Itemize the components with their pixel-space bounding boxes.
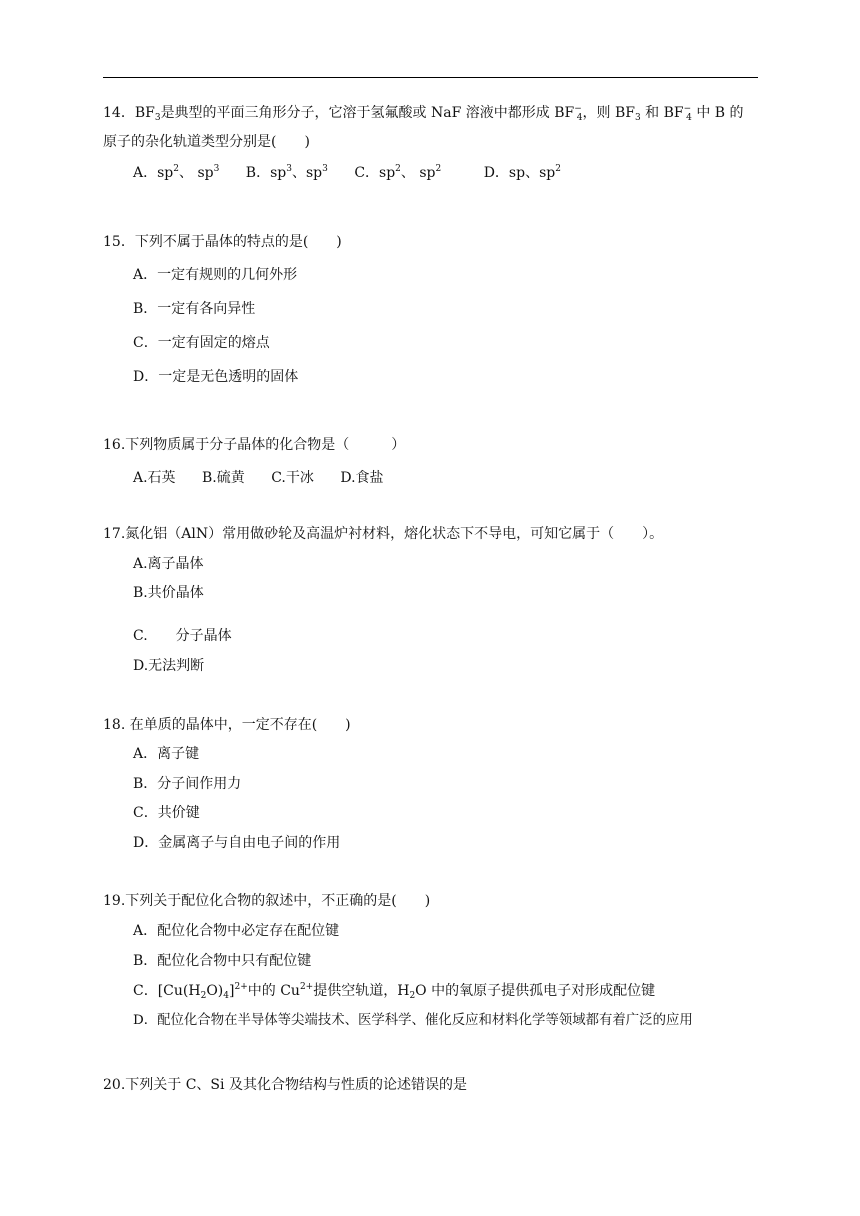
option-c: C.干冰 bbox=[271, 470, 314, 486]
question-15-option-a: A．一定有规则的几何外形 bbox=[133, 267, 298, 283]
option-d: D．sp、$sp^2$ bbox=[483, 164, 561, 181]
option-b: B.硫黄 bbox=[202, 470, 245, 486]
question-17-option-a: A.离子晶体 bbox=[133, 556, 204, 572]
question-14-stem-line2: 原子的杂化轨道类型分别是( ) bbox=[103, 134, 310, 150]
question-15-option-c: C．一定有固定的熔点 bbox=[133, 335, 270, 351]
question-14-options bbox=[133, 163, 561, 183]
question-18-stem: 18. 在单质的晶体中，一定不存在( ) bbox=[103, 717, 351, 733]
question-17-option-c: C. 分子晶体 bbox=[133, 628, 232, 644]
option-c: C．$sp^2$、 $sp^2$ bbox=[354, 164, 442, 181]
question-14-stem: 14．$BF_3$是典型的平面三角形分子，它溶于氢氟酸或 NaF 溶液中都形成 $BF^-_4$，则 $BF_3$ 和 $BF^-_4$ 中 B 的 bbox=[103, 104, 744, 123]
question-15-option-d: D．一定是无色透明的固体 bbox=[133, 369, 299, 385]
question-17-option-d: D.无法判断 bbox=[133, 658, 205, 674]
question-19-option-d: D．配位化合物在半导体等尖端技术、医学科学、催化反应和材料化学等领域都有着广泛的应用 bbox=[133, 1013, 693, 1028]
question-17-option-b: B.共价晶体 bbox=[133, 585, 204, 601]
question-18-option-b: B．分子间作用力 bbox=[133, 776, 242, 792]
question-19-option-a: A．配位化合物中必定存在配位键 bbox=[133, 923, 340, 939]
question-19-option-b: B．配位化合物中只有配位键 bbox=[133, 953, 312, 969]
question-20-stem: 20.下列关于 C、Si 及其化合物结构与性质的论述错误的是 bbox=[103, 1077, 467, 1093]
option-d: D.食盐 bbox=[340, 470, 384, 486]
question-19-option-c: C．$[Cu(H_2O)_4]^{2+}$中的 $Cu^{2+}$提供空轨道，$H_2O$ 中的氧原子提供孤电子对形成配位键 bbox=[133, 982, 656, 1001]
question-18-option-d: D．金属离子与自由电子间的作用 bbox=[133, 835, 341, 851]
option-a: A．$sp^2$、 $sp^3$ bbox=[133, 164, 220, 181]
header-rule bbox=[103, 77, 758, 78]
question-16-stem: 16.下列物质属于分子晶体的化合物是（ ） bbox=[103, 437, 406, 453]
question-19-stem: 19.下列关于配位化合物的叙述中，不正确的是( ) bbox=[103, 893, 431, 909]
question-18-option-a: A．离子键 bbox=[133, 746, 200, 762]
option-a: A.石英 bbox=[133, 470, 176, 486]
question-17-stem: 17.氮化铝（AlN）常用做砂轮及高温炉衬材料，熔化状态下不导电，可知它属于（ ）。 bbox=[103, 526, 664, 542]
question-18-option-c: C．共价键 bbox=[133, 805, 200, 821]
option-b: B．$sp^3$、$sp^3$ bbox=[245, 164, 328, 181]
question-15-stem: 15．下列不属于晶体的特点的是( ) bbox=[103, 234, 342, 250]
question-16-options bbox=[133, 468, 384, 488]
question-15-option-b: B．一定有各向异性 bbox=[133, 301, 256, 317]
